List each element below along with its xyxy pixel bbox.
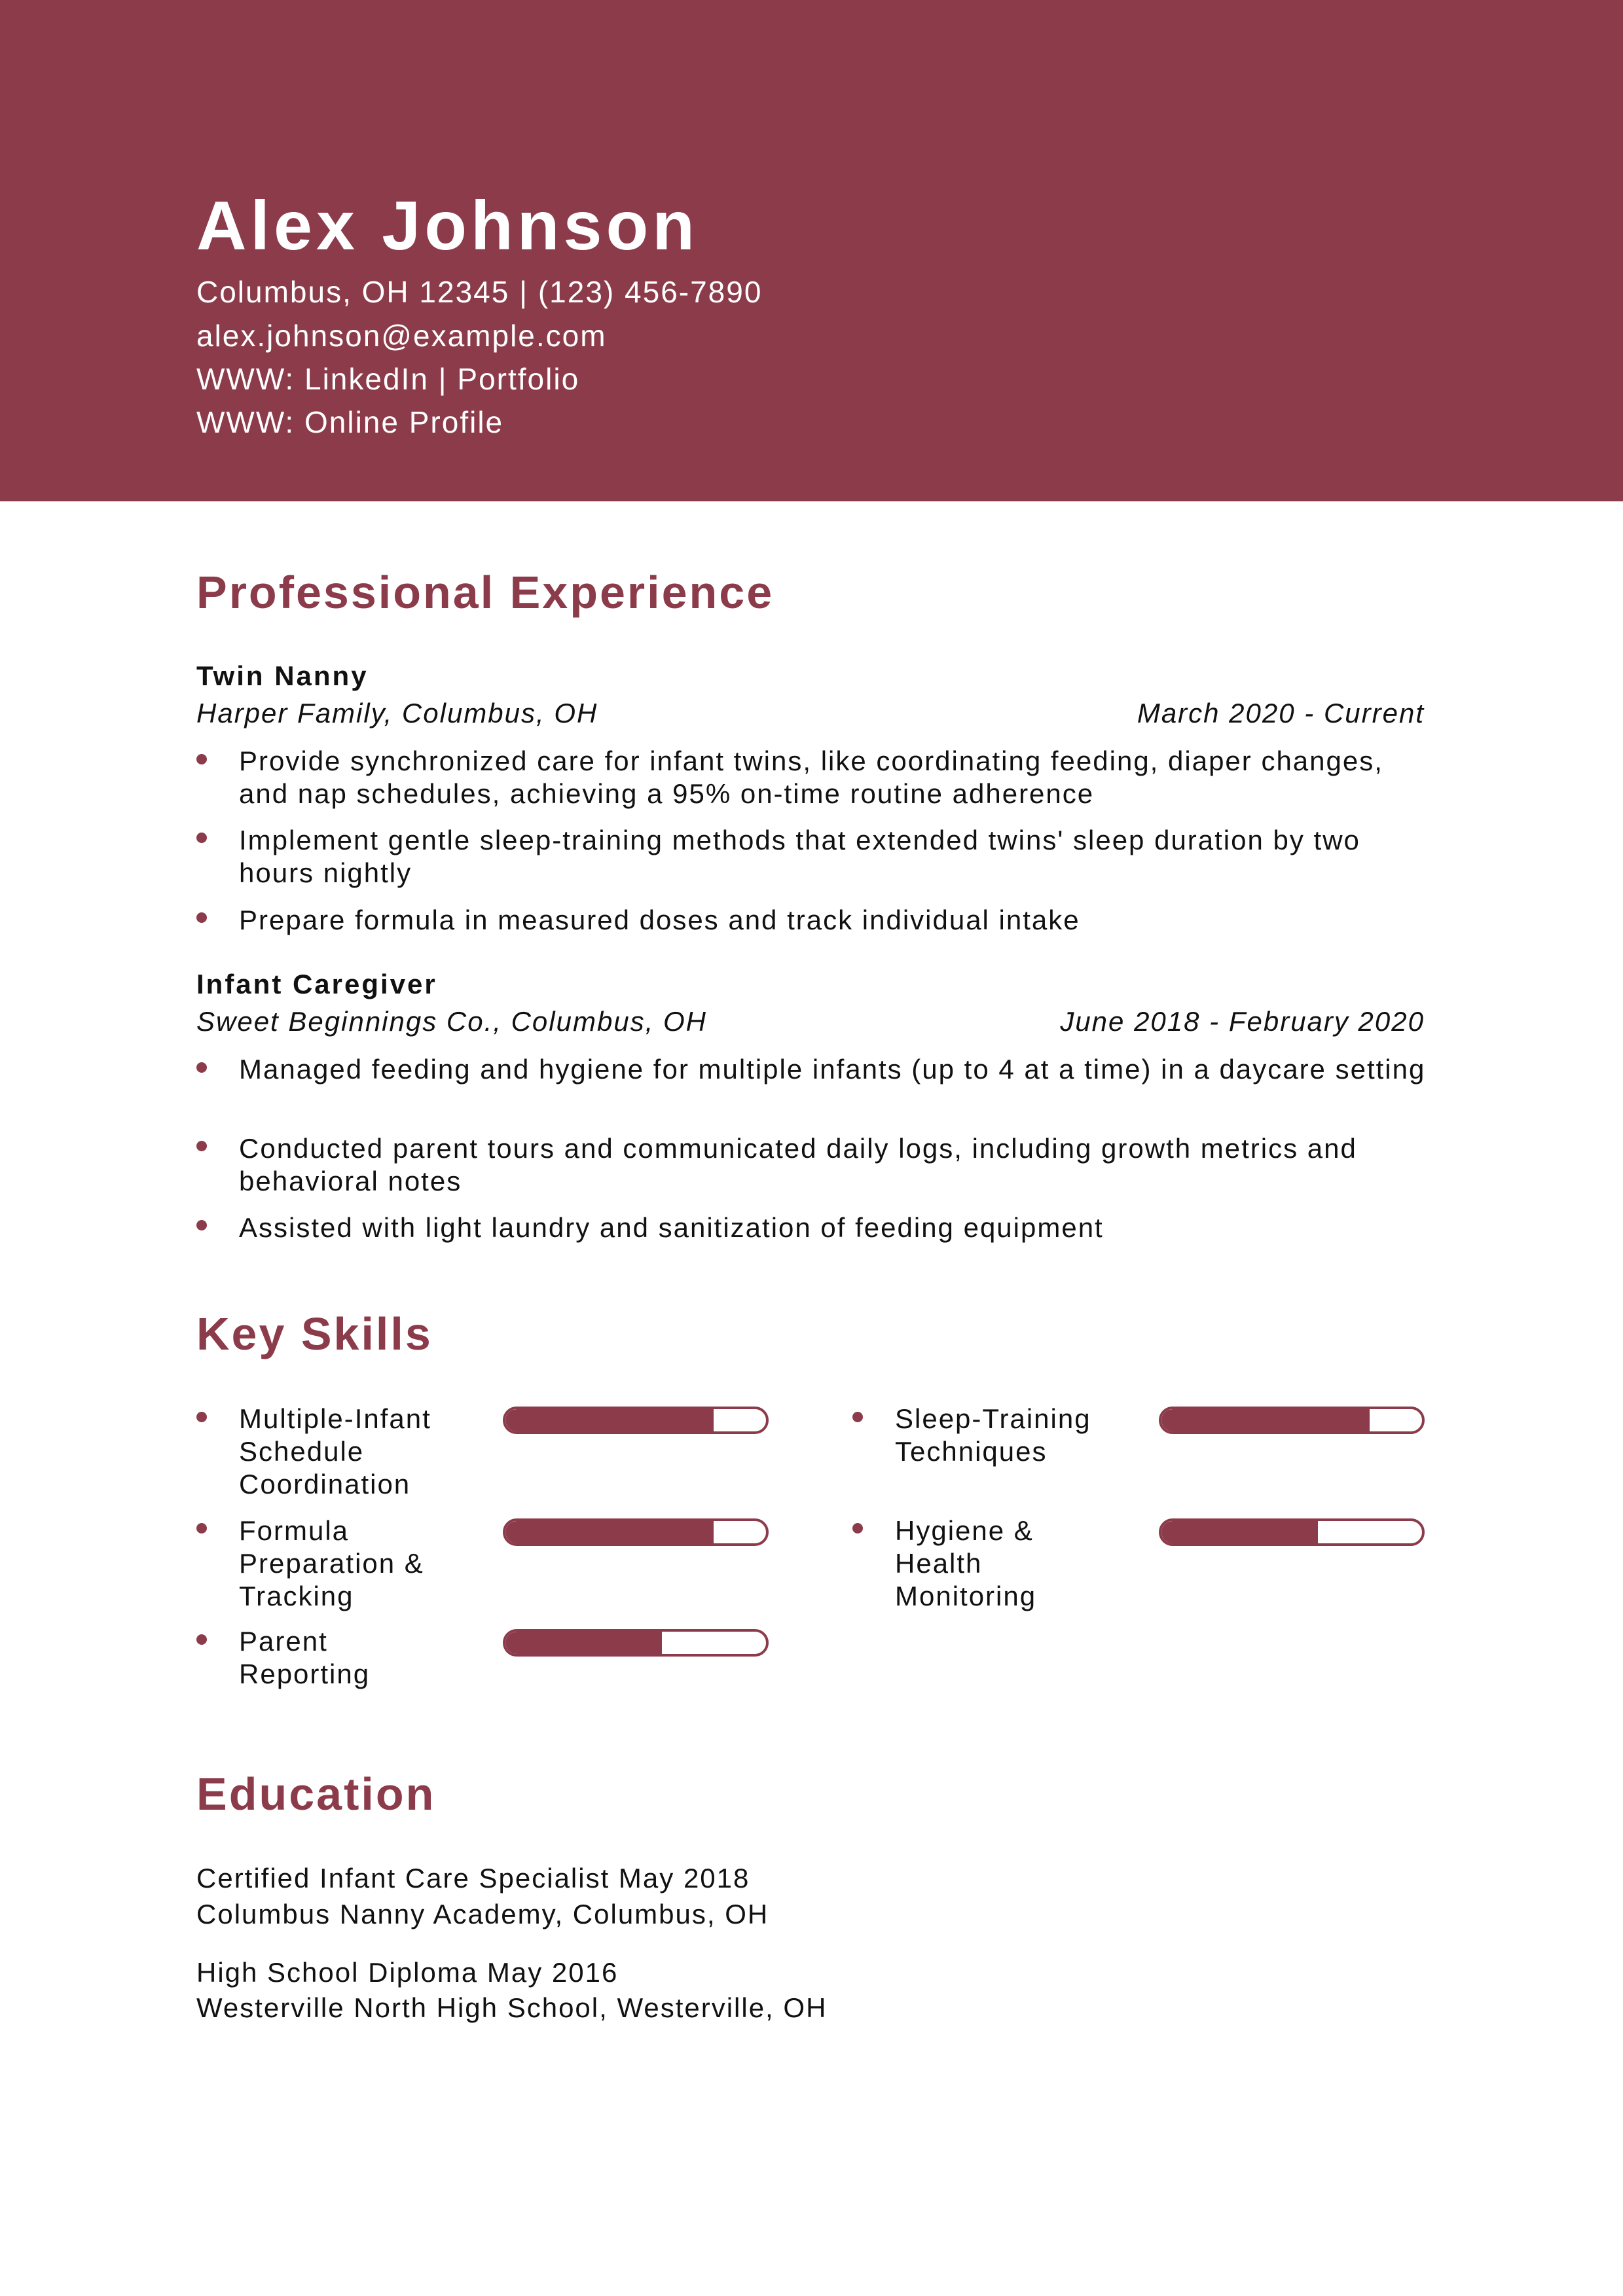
bullet-dot <box>196 1141 207 1151</box>
education-school: Westerville North High School, Westerville, OH <box>196 1992 828 2023</box>
bullet-item: Assisted with light laundry and sanitization of feeding equipment <box>239 1212 1104 1243</box>
skill-meter <box>503 1629 769 1657</box>
web-links[interactable]: WWW: LinkedIn | Portfolio <box>196 362 580 396</box>
job-dates: June 2018 - February 2020 <box>1060 1006 1425 1037</box>
bullet-item: Conducted parent tours and communicated daily logs, including growth metrics and behavioral notes <box>239 1133 1357 1196</box>
job-dates: March 2020 - Current <box>1137 698 1425 728</box>
bullet-item: Implement gentle sleep-training methods that extended twins' sleep duration by two hours nightly <box>239 825 1360 888</box>
bullet-dot <box>196 1220 207 1230</box>
skill-dot <box>852 1523 863 1534</box>
job-org: Sweet Beginnings Co., Columbus, OH <box>196 1006 708 1037</box>
skill-meter <box>1159 1518 1425 1546</box>
bullet-dot <box>196 833 207 843</box>
education-school: Columbus Nanny Academy, Columbus, OH <box>196 1899 769 1929</box>
skill-meter-fill <box>505 1409 714 1431</box>
education-degree: Certified Infant Care Specialist May 2018 <box>196 1863 750 1893</box>
skill-dot <box>196 1523 207 1534</box>
skill-meter <box>503 1407 769 1434</box>
bullet-dot <box>196 754 207 764</box>
location-phone: Columbus, OH 12345 | (123) 456-7890 <box>196 275 763 309</box>
skill-label: Hygiene & Health Monitoring <box>895 1515 1037 1611</box>
skill-meter <box>1159 1407 1425 1434</box>
skill-dot <box>196 1412 207 1422</box>
skill-dot <box>852 1412 863 1422</box>
bullet-item: Prepare formula in measured doses and track individual intake <box>239 905 1080 935</box>
email[interactable]: alex.johnson@example.com <box>196 319 607 353</box>
skill-label: Formula Preparation & Tracking <box>239 1515 424 1611</box>
education-degree: High School Diploma May 2016 <box>196 1957 619 1988</box>
skills-heading: Key Skills <box>196 1308 433 1359</box>
bullet-dot <box>196 1062 207 1073</box>
candidate-name: Alex Johnson <box>196 187 699 264</box>
skill-label: Parent Reporting <box>239 1626 371 1689</box>
job-title: Infant Caregiver <box>196 969 437 999</box>
skill-meter-fill <box>1161 1409 1370 1431</box>
education-heading: Education <box>196 1768 436 1820</box>
skill-meter-fill <box>1161 1521 1318 1543</box>
skill-meter <box>503 1518 769 1546</box>
skill-meter-fill <box>505 1521 714 1543</box>
bullet-item: Provide synchronized care for infant twins, like coordinating feeding, diaper changes, and nap schedules, achieving a 95% on-time routine adherence <box>239 745 1383 809</box>
skill-label: Multiple-Infant Schedule Coordination <box>239 1403 431 1499</box>
skill-label: Sleep-Training Techniques <box>895 1403 1091 1467</box>
experience-heading: Professional Experience <box>196 567 775 618</box>
job-org: Harper Family, Columbus, OH <box>196 698 598 728</box>
skill-dot <box>196 1634 207 1645</box>
bullet-item: Managed feeding and hygiene for multiple infants (up to 4 at a time) in a daycare setting <box>239 1054 1426 1085</box>
bullet-dot <box>196 912 207 923</box>
skill-meter-fill <box>505 1632 662 1654</box>
header-banner <box>0 0 1623 501</box>
online-profile[interactable]: WWW: Online Profile <box>196 405 504 439</box>
job-title: Twin Nanny <box>196 660 369 691</box>
